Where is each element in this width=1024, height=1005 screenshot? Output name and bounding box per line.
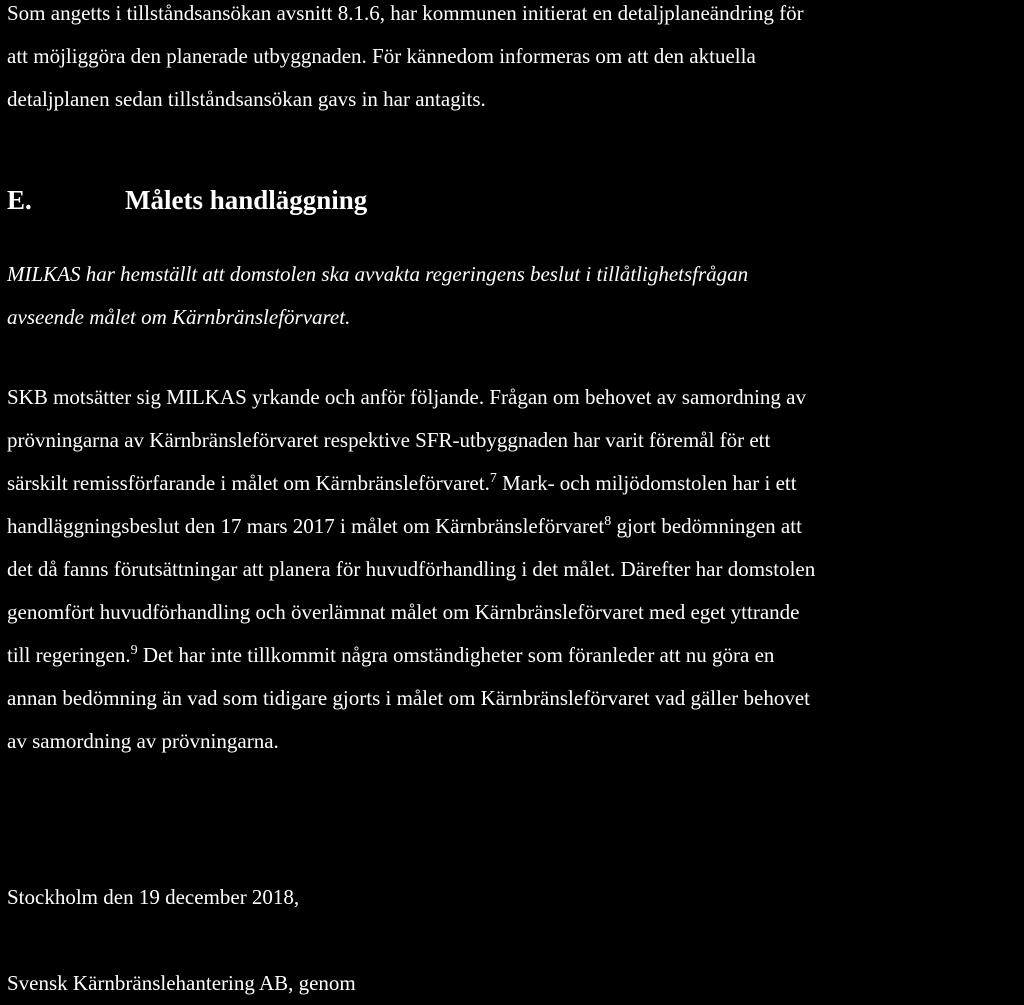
skb-text: Mark- och miljödomstolen har i ett [496,471,797,495]
skb-line: av samordning av prövningarna. [7,729,279,753]
footnote-ref-9: 9 [130,643,138,658]
closing-signatory: Svensk Kärnbränslehantering AB, genom [7,971,356,995]
intro-paragraph [7,0,1017,121]
skb-text: gjort bedömningen att [611,514,802,538]
skb-paragraph [7,376,1017,763]
footnote-ref-8: 8 [604,514,612,529]
milkas-line: MILKAS har hemställt att domstolen ska avvakta regeringens beslut i tillåtlighetsfrågan [7,262,749,286]
skb-text: Det har inte tillkommit några omständigheter som föranleder att nu göra en [137,643,775,667]
skb-line: SKB motsätter sig MILKAS yrkande och anför följande. Frågan om behovet av samordning av [7,385,806,409]
section-heading [7,180,1017,220]
intro-line: detaljplanen sedan tillståndsansökan gavs in har antagits. [7,87,486,111]
intro-line: att möjliggöra den planerade utbyggnaden. För kännedom informeras om att den aktuella [7,44,756,68]
skb-line [7,462,1017,505]
skb-text: särskilt remissförfarande i målet om Kärnbränsleförvaret. [7,471,490,495]
skb-line: annan bedömning än vad som tidigare gjorts i målet om Kärnbränsleförvaret vad gäller behovet [7,686,810,710]
milkas-paragraph [7,253,1017,339]
skb-line: prövningarna av Kärnbränsleförvaret respektive SFR-utbyggnaden har varit föremål för ett [7,428,771,452]
skb-line: genomfört huvudförhandling och överlämnat målet om Kärnbränsleförvaret med eget yttrande [7,600,800,624]
skb-line: det då fanns förutsättningar att planera för huvudförhandling i det målet. Därefter har domstolen [7,557,816,581]
section-title: Målets handläggning [125,185,368,215]
skb-line [7,634,1017,677]
skb-line [7,505,1017,548]
milkas-line: avseende målet om Kärnbränsleförvaret. [7,305,351,329]
footnote-ref-7: 7 [489,471,497,486]
closing-place-date: Stockholm den 19 december 2018, [7,885,300,909]
intro-line: Som angetts i tillståndsansökan avsnitt 8.1.6, har kommunen initierat en detaljplaneändring för [7,1,804,25]
section-number: E. [7,185,32,215]
skb-text: till regeringen. [7,643,131,667]
skb-text: handläggningsbeslut den 17 mars 2017 i målet om Kärnbränsleförvaret [7,514,605,538]
